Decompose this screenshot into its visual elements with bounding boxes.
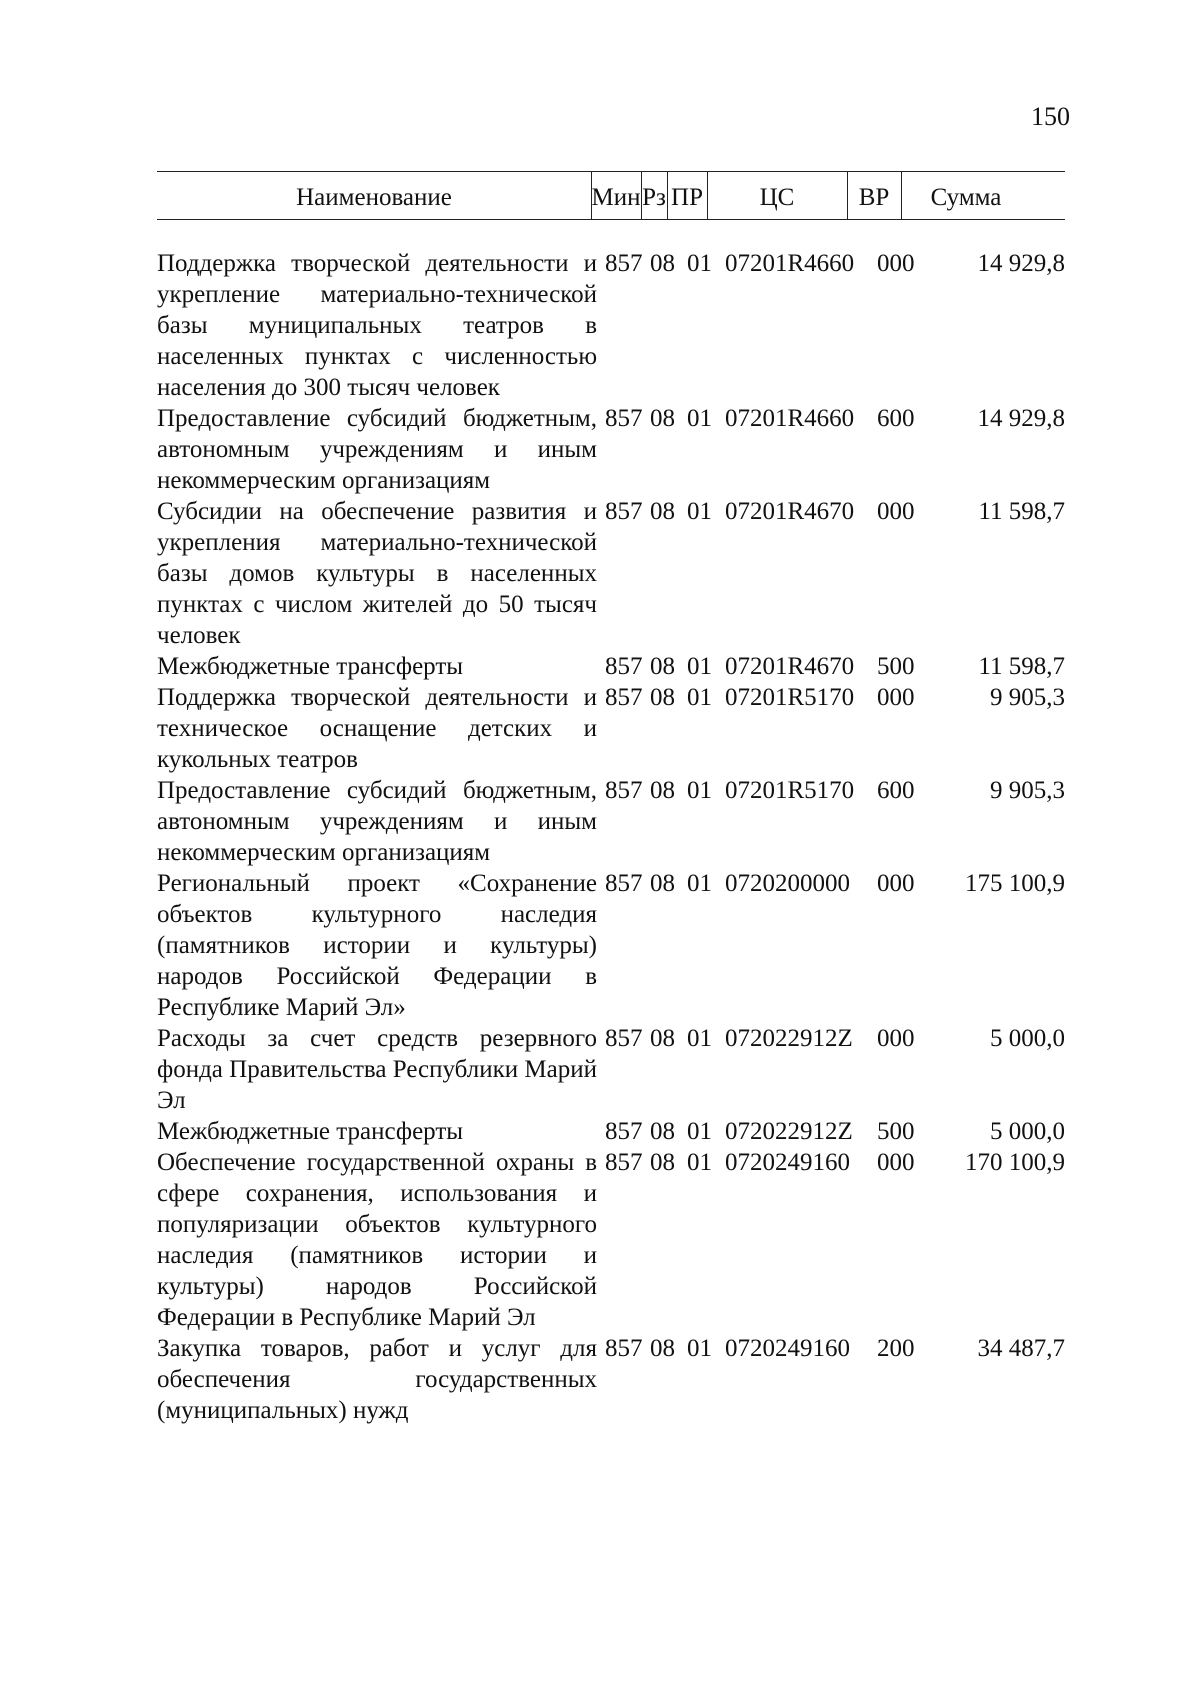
row-name: Расходы за счет средств резервного фонда Правительства Республики Марий Эл <box>157 1025 597 1114</box>
row-name: Предоставление субсидий бюджетным, автономным учреждениям и иным некоммерческим организациям <box>157 405 597 494</box>
header-min: Мин <box>591 184 641 211</box>
row-cs: 07201R4660 <box>725 405 855 432</box>
table-row <box>157 248 1065 403</box>
row-rz: 08 <box>650 684 675 711</box>
row-pr: 01 <box>687 405 712 432</box>
row-name: Предоставление субсидий бюджетным, автономным учреждениям и иным некоммерческим организациям <box>157 777 597 866</box>
row-cs: 072022912Z <box>725 1025 853 1052</box>
row-min: 857 <box>605 777 643 804</box>
row-min: 857 <box>605 250 643 277</box>
row-name: Субсидии на обеспечение развития и укрепления материально-технической базы домов культуры в населенных пунктах с числом жителей до 50 тысяч человек <box>157 498 597 649</box>
row-sum: 11 598,7 <box>978 498 1065 525</box>
row-vr: 600 <box>877 405 915 432</box>
row-cs: 07201R4670 <box>725 653 855 680</box>
row-pr: 01 <box>687 1118 712 1145</box>
table-row <box>157 775 1065 868</box>
row-min: 857 <box>605 684 643 711</box>
row-rz: 08 <box>650 1149 675 1176</box>
table-row <box>157 403 1065 496</box>
row-sum: 34 487,7 <box>977 1335 1065 1362</box>
row-pr: 01 <box>687 870 712 897</box>
table-row <box>157 1116 1065 1147</box>
header-name: Наименование <box>296 184 452 211</box>
row-rz: 08 <box>650 1118 675 1145</box>
row-vr: 000 <box>877 250 915 277</box>
row-min: 857 <box>605 1118 643 1145</box>
header-pr: ПР <box>671 184 703 211</box>
row-pr: 01 <box>687 1335 712 1362</box>
row-vr: 000 <box>877 684 915 711</box>
row-cs: 0720249160 <box>725 1335 850 1362</box>
row-pr: 01 <box>687 1025 712 1052</box>
header-sum: Сумма <box>930 184 1002 211</box>
row-vr: 500 <box>877 1118 915 1145</box>
row-vr: 000 <box>877 1149 915 1176</box>
row-sum: 9 905,3 <box>990 684 1065 711</box>
table-body <box>157 248 1065 1426</box>
row-min: 857 <box>605 653 643 680</box>
row-name: Межбюджетные трансферты <box>157 653 464 680</box>
header-rz: Рз <box>642 184 666 211</box>
row-rz: 08 <box>650 1025 675 1052</box>
row-sum: 5 000,0 <box>990 1118 1065 1145</box>
row-cs: 0720249160 <box>725 1149 850 1176</box>
table-row <box>157 1333 1065 1426</box>
table-row <box>157 651 1065 682</box>
row-sum: 175 100,9 <box>965 870 1065 897</box>
row-rz: 08 <box>650 777 675 804</box>
row-rz: 08 <box>650 653 675 680</box>
table-row <box>157 496 1065 651</box>
row-rz: 08 <box>650 405 675 432</box>
table-row <box>157 682 1065 775</box>
row-min: 857 <box>605 1025 643 1052</box>
row-sum: 5 000,0 <box>990 1025 1065 1052</box>
row-pr: 01 <box>687 653 712 680</box>
row-sum: 14 929,8 <box>977 405 1065 432</box>
row-pr: 01 <box>687 498 712 525</box>
row-rz: 08 <box>650 250 675 277</box>
row-sum: 11 598,7 <box>978 653 1065 680</box>
row-name: Поддержка творческой деятельности и техническое оснащение детских и кукольных театров <box>157 684 597 773</box>
row-rz: 08 <box>650 870 675 897</box>
row-name: Обеспечение государственной охраны в сфере сохранения, использования и популяризации объектов культурного наследия (памятников истории и культуры) народов Российской Федерации в Республике Марий Эл <box>157 1149 597 1331</box>
row-cs: 07201R4660 <box>725 250 855 277</box>
row-vr: 600 <box>877 777 915 804</box>
row-min: 857 <box>605 498 643 525</box>
row-name: Поддержка творческой деятельности и укрепление материально-технической базы муниципальных театров в населенных пунктах с численностью населения до 300 тысяч человек <box>157 250 597 401</box>
header-vr: ВР <box>858 184 890 211</box>
row-min: 857 <box>605 1335 643 1362</box>
table-row <box>157 1147 1065 1333</box>
row-name: Закупка товаров, работ и услуг для обеспечения государственных (муниципальных) нужд <box>157 1335 597 1424</box>
row-pr: 01 <box>687 777 712 804</box>
row-vr: 000 <box>877 1025 915 1052</box>
row-vr: 000 <box>877 498 915 525</box>
header-cs: ЦС <box>759 184 795 211</box>
row-sum: 170 100,9 <box>965 1149 1065 1176</box>
row-vr: 500 <box>877 653 915 680</box>
row-cs: 07201R5170 <box>725 777 855 804</box>
row-pr: 01 <box>687 1149 712 1176</box>
row-cs: 07201R4670 <box>725 498 855 525</box>
page-number: 150 <box>1031 102 1070 131</box>
row-min: 857 <box>605 870 643 897</box>
row-pr: 01 <box>687 684 712 711</box>
table-header <box>157 171 1065 219</box>
row-cs: 072022912Z <box>725 1118 853 1145</box>
row-cs: 07201R5170 <box>725 684 855 711</box>
row-pr: 01 <box>687 250 712 277</box>
row-min: 857 <box>605 405 643 432</box>
row-min: 857 <box>605 1149 643 1176</box>
table-row <box>157 1023 1065 1116</box>
row-name: Межбюджетные трансферты <box>157 1118 464 1145</box>
row-rz: 08 <box>650 498 675 525</box>
row-sum: 9 905,3 <box>990 777 1065 804</box>
table-row <box>157 868 1065 1023</box>
row-rz: 08 <box>650 1335 675 1362</box>
row-cs: 0720200000 <box>725 870 850 897</box>
row-sum: 14 929,8 <box>977 250 1065 277</box>
row-name: Региональный проект «Сохранение объектов культурного наследия (памятников истории и культуры) народов Российской Федерации в Республике Марий Эл» <box>157 870 597 1021</box>
table-header-rule <box>157 219 1065 220</box>
row-vr: 200 <box>877 1335 915 1362</box>
row-vr: 000 <box>877 870 915 897</box>
